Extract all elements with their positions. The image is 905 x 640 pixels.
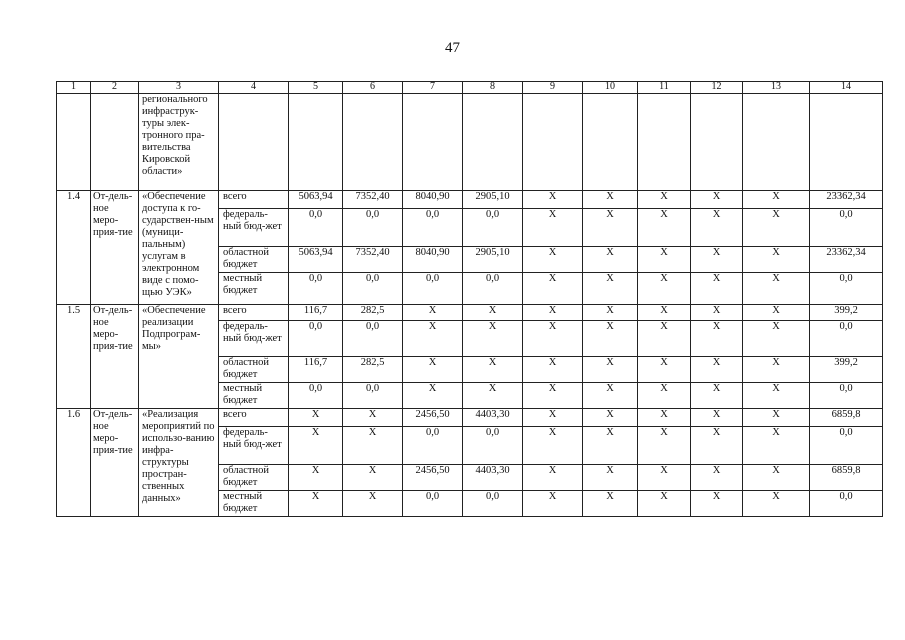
empty-cell [57,94,91,191]
value-cell: X [691,409,743,427]
measure-type: От-дель-ное меро-прия-тие [91,191,139,305]
value-cell: 23362,34 [810,247,883,273]
measure-type: От-дель-ное меро-прия-тие [91,409,139,517]
value-cell: X [691,305,743,321]
value-cell: X [523,409,583,427]
value-cell: 23362,34 [810,191,883,209]
funding-source: областной бюджет [219,465,289,491]
value-cell: 5063,94 [289,247,343,273]
funding-source: федераль-ный бюд-жет [219,209,289,247]
page-number: 47 [445,40,460,56]
empty-cell [403,94,463,191]
value-cell: X [523,321,583,357]
value-cell: 7352,40 [343,247,403,273]
value-cell: 0,0 [810,427,883,465]
empty-cell [638,94,691,191]
value-cell: X [583,321,638,357]
value-cell: X [523,427,583,465]
empty-cell [289,94,343,191]
value-cell: 116,7 [289,305,343,321]
value-cell: X [403,383,463,409]
value-cell: 0,0 [810,273,883,305]
value-cell: 116,7 [289,357,343,383]
value-cell: X [523,247,583,273]
value-cell: X [691,247,743,273]
value-cell: X [743,409,810,427]
header-row [57,82,883,94]
value-cell: X [743,305,810,321]
value-cell: 0,0 [810,383,883,409]
funding-source: местный бюджет [219,273,289,305]
value-cell: X [463,321,523,357]
value-cell: X [638,247,691,273]
value-cell: X [743,357,810,383]
column-header: 10 [583,82,638,94]
value-cell: X [691,465,743,491]
value-cell: 0,0 [289,209,343,247]
funding-source: всего [219,305,289,321]
value-cell: X [743,247,810,273]
value-cell: X [638,305,691,321]
column-header: 6 [343,82,403,94]
value-cell: X [343,427,403,465]
value-cell: 0,0 [289,321,343,357]
value-cell: X [743,465,810,491]
measure-number: 1.4 [57,191,91,305]
value-cell: X [743,321,810,357]
value-cell: 2456,50 [403,409,463,427]
table-row [57,191,883,209]
column-header: 13 [743,82,810,94]
value-cell: X [289,465,343,491]
measure-name-continuation: регионального инфраструк-туры элек-тронного пра-вительства Кировской области» [139,94,219,191]
value-cell: X [523,383,583,409]
value-cell: X [638,321,691,357]
funding-source: областной бюджет [219,247,289,273]
value-cell: 6859,8 [810,409,883,427]
value-cell: 0,0 [463,273,523,305]
funding-source: местный бюджет [219,383,289,409]
column-header: 11 [638,82,691,94]
value-cell: X [691,273,743,305]
value-cell: X [638,273,691,305]
value-cell: X [343,409,403,427]
value-cell: X [583,357,638,383]
value-cell: X [691,191,743,209]
empty-cell [91,94,139,191]
value-cell: X [691,357,743,383]
empty-cell [463,94,523,191]
column-header: 7 [403,82,463,94]
value-cell: X [638,383,691,409]
column-header: 9 [523,82,583,94]
value-cell: X [638,427,691,465]
funding-source: всего [219,191,289,209]
empty-cell [691,94,743,191]
value-cell: X [523,357,583,383]
value-cell: X [583,465,638,491]
value-cell: 8040,90 [403,191,463,209]
column-header: 1 [57,82,91,94]
value-cell: 2905,10 [463,247,523,273]
value-cell: 6859,8 [810,465,883,491]
value-cell: X [523,209,583,247]
column-header: 2 [91,82,139,94]
value-cell: X [403,357,463,383]
funding-source: областной бюджет [219,357,289,383]
value-cell: 8040,90 [403,247,463,273]
measure-name: «Реализация мероприятий по использо-ванию инфра-структуры простран-ственных данных» [139,409,219,517]
column-header: 4 [219,82,289,94]
value-cell: 0,0 [463,209,523,247]
empty-cell [523,94,583,191]
value-cell: X [583,409,638,427]
value-cell: X [463,305,523,321]
continuation-row [57,94,883,191]
measure-type: От-дель-ное меро-прия-тие [91,305,139,409]
value-cell: X [638,465,691,491]
value-cell: 0,0 [810,321,883,357]
value-cell: X [638,409,691,427]
funding-source: федераль-ный бюд-жет [219,427,289,465]
value-cell: 399,2 [810,357,883,383]
value-cell: X [583,247,638,273]
value-cell: 399,2 [810,305,883,321]
table-row [57,409,883,427]
value-cell: X [691,383,743,409]
value-cell: X [583,273,638,305]
value-cell: 0,0 [403,491,463,517]
value-cell: X [289,427,343,465]
value-cell: X [691,321,743,357]
value-cell: X [583,209,638,247]
value-cell: X [583,491,638,517]
measure-number: 1.6 [57,409,91,517]
value-cell: X [523,491,583,517]
value-cell: X [523,273,583,305]
value-cell: 4403,30 [463,465,523,491]
funding-source: всего [219,409,289,427]
value-cell: 7352,40 [343,191,403,209]
value-cell: X [638,491,691,517]
value-cell: X [523,465,583,491]
value-cell: 0,0 [343,273,403,305]
empty-cell [343,94,403,191]
value-cell: X [583,427,638,465]
measure-name: «Обеспечение реализации Подпрограм-мы» [139,305,219,409]
value-cell: X [691,427,743,465]
value-cell: X [403,321,463,357]
value-cell: 0,0 [463,427,523,465]
value-cell: 0,0 [403,209,463,247]
budget-table [56,81,883,517]
value-cell: X [638,191,691,209]
value-cell: X [463,357,523,383]
value-cell: X [743,209,810,247]
value-cell: 0,0 [289,383,343,409]
value-cell: X [289,409,343,427]
value-cell: 0,0 [810,491,883,517]
empty-cell [583,94,638,191]
value-cell: X [743,427,810,465]
value-cell: X [289,491,343,517]
value-cell: X [743,383,810,409]
funding-source: федераль-ный бюд-жет [219,321,289,357]
value-cell: 0,0 [403,427,463,465]
measure-number: 1.5 [57,305,91,409]
value-cell: 0,0 [343,321,403,357]
column-header: 12 [691,82,743,94]
value-cell: X [343,491,403,517]
value-cell: 0,0 [810,209,883,247]
value-cell: 282,5 [343,305,403,321]
column-header: 3 [139,82,219,94]
value-cell: X [583,191,638,209]
value-cell: 282,5 [343,357,403,383]
empty-cell [810,94,883,191]
value-cell: X [343,465,403,491]
value-cell: X [743,273,810,305]
empty-cell [743,94,810,191]
value-cell: X [691,209,743,247]
measure-name: «Обеспечение доступа к го-сударствен-ным (муници-пальным) услугам в электронном виде с помо-щью УЭК» [139,191,219,305]
value-cell: 4403,30 [463,409,523,427]
value-cell: 0,0 [463,491,523,517]
value-cell: X [583,305,638,321]
column-header: 8 [463,82,523,94]
value-cell: X [463,383,523,409]
value-cell: X [638,209,691,247]
funding-source: местный бюджет [219,491,289,517]
value-cell: 0,0 [289,273,343,305]
value-cell: 0,0 [343,209,403,247]
value-cell: X [523,305,583,321]
value-cell: X [743,191,810,209]
empty-cell [219,94,289,191]
table-row [57,305,883,321]
value-cell: X [691,491,743,517]
column-header: 5 [289,82,343,94]
value-cell: 0,0 [403,273,463,305]
column-header: 14 [810,82,883,94]
value-cell: 5063,94 [289,191,343,209]
value-cell: 0,0 [343,383,403,409]
value-cell: X [523,191,583,209]
value-cell: X [403,305,463,321]
value-cell: X [743,491,810,517]
value-cell: X [638,357,691,383]
value-cell: X [583,383,638,409]
value-cell: 2905,10 [463,191,523,209]
value-cell: 2456,50 [403,465,463,491]
